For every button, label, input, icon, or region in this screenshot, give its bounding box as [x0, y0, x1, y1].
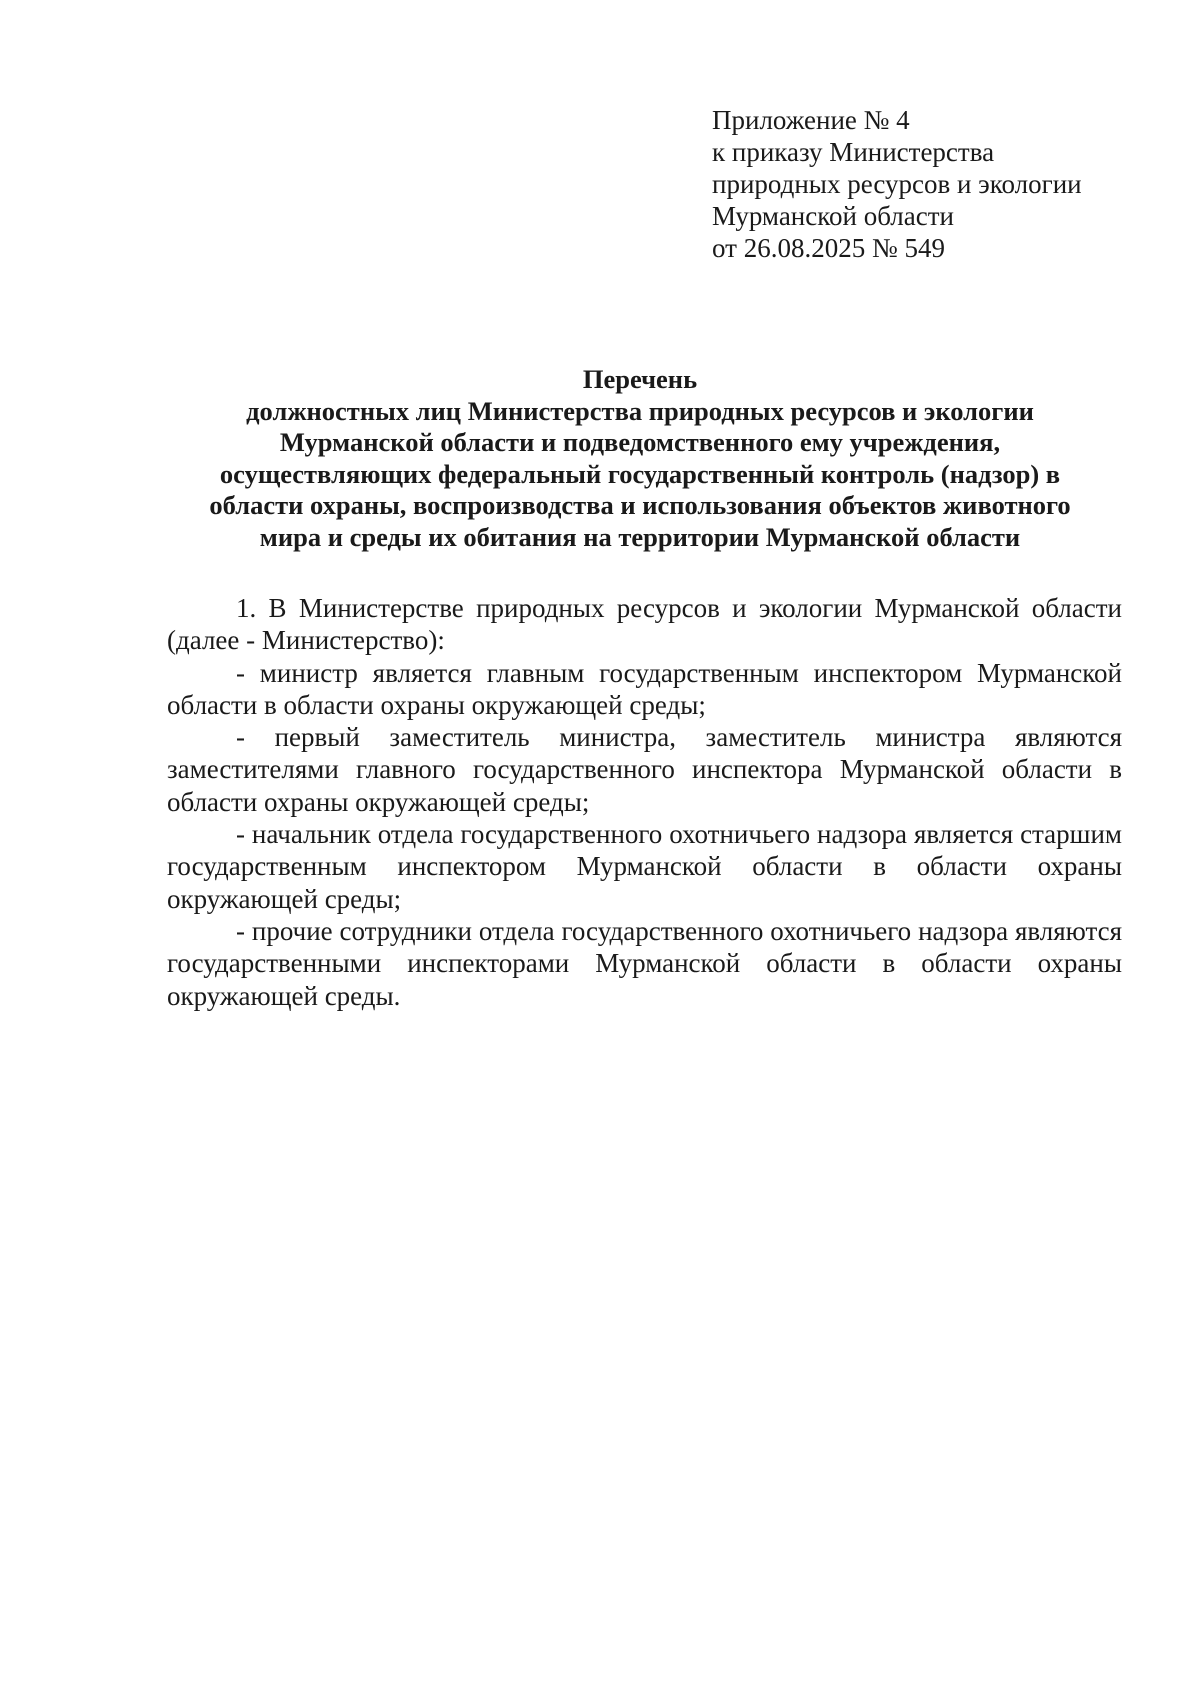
- appendix-line: от 26.08.2025 № 549: [712, 233, 945, 263]
- paragraph-item: 1. В Министерстве природных ресурсов и экологии Мурманской области (далее - Министерство):: [167, 593, 1122, 656]
- heading-title: Перечень: [582, 364, 698, 394]
- document-heading: [155, 364, 1125, 553]
- paragraph-item: - прочие сотрудники отдела государственного охотничьего надзора являются государственными инспекторами Мурманской области в области охраны окружающей среды.: [167, 915, 1122, 1011]
- appendix-reference: [712, 104, 1152, 264]
- heading-line: Мурманской области и подведомственного ему учреждения,: [279, 427, 1001, 457]
- paragraph-item: - начальник отдела государственного охотничьего надзора является старшим государственным инспектором Мурманской области в области охраны окружающей среды;: [167, 819, 1122, 914]
- appendix-line: к приказу Министерства: [712, 137, 995, 167]
- heading-line: области охраны, воспроизводства и использования объектов животного: [209, 490, 1071, 520]
- paragraph-item: - первый заместитель министра, заместитель министра являются заместителями главного государственного инспектора Мурманской области в области охраны окружающей среды;: [167, 722, 1122, 817]
- appendix-line: Мурманской области: [712, 201, 954, 231]
- appendix-line: природных ресурсов и экологии: [712, 169, 1082, 199]
- heading-line: осуществляющих федеральный государственный контроль (надзор) в: [219, 458, 1061, 489]
- appendix-line: Приложение № 4: [712, 105, 910, 135]
- paragraph-item: - министр является главным государственным инспектором Мурманской области в области охраны окружающей среды;: [167, 657, 1122, 720]
- document-body: [167, 592, 1122, 1012]
- heading-line: должностных лиц Министерства природных ресурсов и экологии: [246, 395, 1034, 426]
- heading-line: мира и среды их обитания на территории Мурманской области: [259, 521, 1021, 552]
